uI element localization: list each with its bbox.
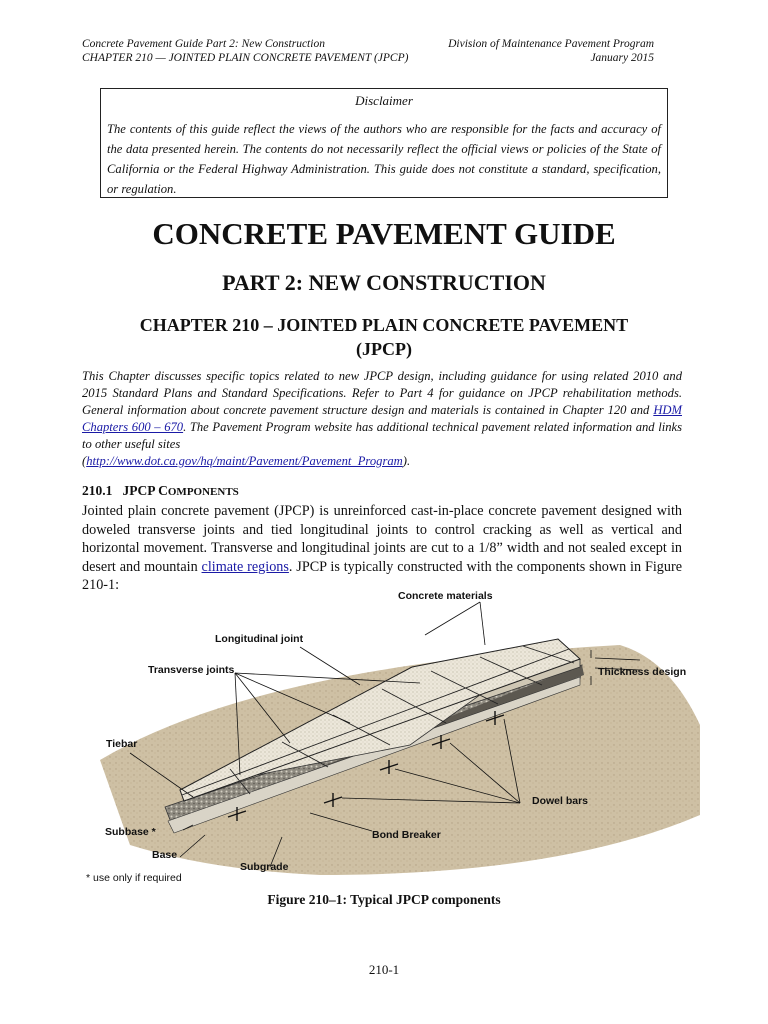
label-transverse-joints: Transverse joints — [148, 664, 235, 676]
document-title: CONCRETE PAVEMENT GUIDE — [152, 216, 616, 251]
section-number: 210.1 — [82, 483, 113, 498]
label-subgrade: Subgrade — [240, 861, 289, 873]
page-number: 210-1 — [368, 962, 400, 977]
label-thickness-design: Thickness design — [598, 666, 687, 678]
disclaimer-title: Disclaimer — [355, 93, 413, 108]
body-text-2: . JPCP is typically constructed with the components shown in Figure 210-1: — [82, 558, 682, 593]
hdm-chapters-link[interactable]: HDM Chapters 600 – 670 — [82, 403, 682, 434]
chapter-intro — [82, 368, 682, 470]
header-right-2: January 2015 — [590, 52, 654, 64]
body-text-1: Jointed plain concrete pavement (JPCP) is unreinforced cast-in-place concrete pavement designed with doweled transverse joints and tied longitudinal joints to control cracking as well as vertical and horizontal movement. Transverse and longitudinal joints are cut to a 1/8” width and not sealed except in desert and mountain — [82, 503, 682, 575]
label-bond-breaker: Bond Breaker — [372, 829, 441, 841]
label-footnote: * use only if required — [86, 872, 182, 884]
header-right-1: Division of Maintenance Pavement Program — [448, 38, 654, 50]
header-left-1: Concrete Pavement Guide Part 2: New Construction — [82, 38, 325, 50]
chapter-title-line1: CHAPTER 210 – JOINTED PLAIN CONCRETE PAVEMENT — [139, 315, 629, 335]
label-dowel-bars: Dowel bars — [532, 795, 589, 807]
section-heading-b: OMPONENTS — [167, 486, 239, 498]
section-heading — [82, 483, 239, 499]
jpcp-figure — [60, 575, 700, 890]
intro-text-1: This Chapter discusses specific topics related to new JPCP design, including guidance for using related 2010 and 2015 Standard Plans and Standard Specifications. Refer to Part 4 for guidance on JPCP rehabilitation methods. General information about concrete pavement structure design and materials is contained in Chapter 120 and — [82, 369, 682, 417]
chapter-title-line2: (JPCP) — [356, 339, 412, 359]
intro-url-line: (http://www.dot.ca.gov/hq/maint/Pavement/Pavement_Program). — [82, 454, 411, 468]
part-title: PART 2: NEW CONSTRUCTION — [222, 270, 546, 295]
label-longitudinal-joint: Longitudinal joint — [215, 633, 304, 645]
label-concrete-materials: Concrete materials — [398, 590, 493, 602]
intro-text-2: . The Pavement Program website has additional technical pavement related information and links to other useful sites — [82, 420, 682, 451]
label-base: Base — [152, 849, 178, 861]
figure-caption: Figure 210–1: Typical JPCP components — [267, 892, 501, 907]
section-heading-a: JPCP C — [122, 483, 168, 498]
disclaimer-box — [100, 88, 668, 198]
disclaimer-text: The contents of this guide reflect the views of the authors who are responsible for the facts and accuracy of the data presented herein. The contents do not necessarily reflect the official views or policies of the State of California or the Federal Highway Administration. This guide does not constitute a standard, specification, or regulation. — [107, 122, 661, 196]
header-left-2: CHAPTER 210 — JOINTED PLAIN CONCRETE PAVEMENT (JPCP) — [82, 52, 409, 64]
climate-regions-link[interactable]: climate regions — [201, 558, 289, 575]
label-tiebar: Tiebar — [106, 738, 138, 750]
label-subbase: Subbase * — [105, 826, 156, 838]
pavement-program-link[interactable]: http://www.dot.ca.gov/hq/maint/Pavement/Pavement_Program — [86, 454, 403, 468]
jpcp-illustration — [60, 575, 700, 890]
